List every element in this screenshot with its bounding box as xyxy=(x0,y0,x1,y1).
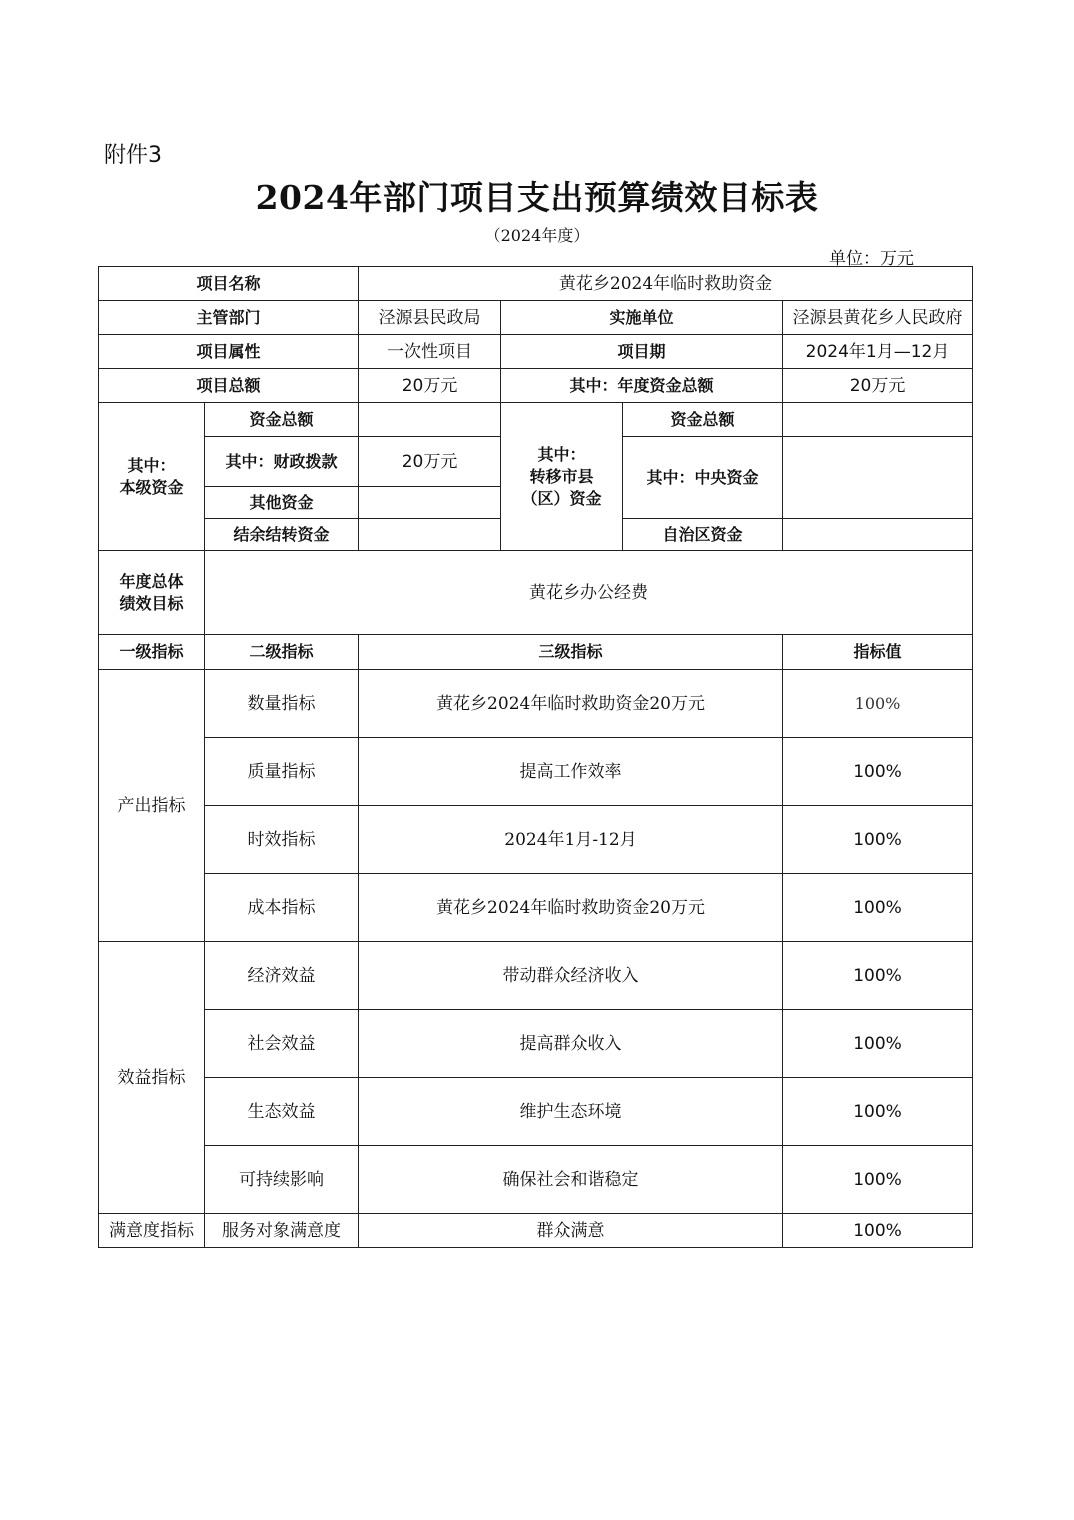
annual-label: 其中：年度资金总额 xyxy=(501,369,783,403)
level3-cell: 黄花乡2024年临时救助资金20万元 xyxy=(359,874,783,942)
value-cell: 100% xyxy=(783,738,973,806)
value-cell: 100% xyxy=(783,1214,973,1248)
value-cell: 100% xyxy=(783,1010,973,1078)
project-name-label: 项目名称 xyxy=(99,267,359,301)
transfer-funds-label: 其中： 转移市县 （区）资金 xyxy=(501,403,623,551)
transfer-total-label: 资金总额 xyxy=(623,403,783,437)
attr-label: 项目属性 xyxy=(99,335,359,369)
level2-cell: 可持续影响 xyxy=(205,1146,359,1214)
satisfaction-indicator-label: 满意度指标 xyxy=(99,1214,205,1248)
other-value xyxy=(359,487,501,519)
benefit-indicator-label: 效益指标 xyxy=(99,942,205,1214)
level3-cell: 2024年1月-12月 xyxy=(359,806,783,874)
level2-cell: 数量指标 xyxy=(205,670,359,738)
level3-cell: 维护生态环境 xyxy=(359,1078,783,1146)
level2-cell: 经济效益 xyxy=(205,942,359,1010)
level3-cell: 提高工作效率 xyxy=(359,738,783,806)
output-indicator-label: 产出指标 xyxy=(99,670,205,942)
annual-value: 20万元 xyxy=(783,369,973,403)
level2-cell: 时效指标 xyxy=(205,806,359,874)
row-project-name xyxy=(99,267,973,301)
row-funds-1 xyxy=(99,403,973,437)
table-row xyxy=(99,874,973,942)
value-cell: 100% xyxy=(783,806,973,874)
value-cell: 100% xyxy=(783,1078,973,1146)
value-cell: 100% xyxy=(783,1146,973,1214)
row-goal xyxy=(99,551,973,635)
fund-total-label: 资金总额 xyxy=(205,403,359,437)
goal-value: 黄花乡办公经费 xyxy=(205,551,973,635)
attr-value: 一次性项目 xyxy=(359,335,501,369)
unit-label: 单位：万元 xyxy=(829,249,914,269)
table-row xyxy=(99,1010,973,1078)
carry-value xyxy=(359,519,501,551)
row-total xyxy=(99,369,973,403)
header-level3: 三级指标 xyxy=(359,635,783,670)
period-label: 项目期 xyxy=(501,335,783,369)
row-indicator-headers xyxy=(99,635,973,670)
table-row xyxy=(99,738,973,806)
level2-cell: 成本指标 xyxy=(205,874,359,942)
impl-label: 实施单位 xyxy=(501,301,783,335)
total-label: 项目总额 xyxy=(99,369,359,403)
row-attr xyxy=(99,335,973,369)
fiscal-value: 20万元 xyxy=(359,437,501,487)
central-value xyxy=(783,437,973,519)
impl-value: 泾源县黄花乡人民政府 xyxy=(783,301,973,335)
total-value: 20万元 xyxy=(359,369,501,403)
header-level2: 二级指标 xyxy=(205,635,359,670)
central-label: 其中：中央资金 xyxy=(623,437,783,519)
fiscal-label: 其中：财政拨款 xyxy=(205,437,359,487)
carry-label: 结余结转资金 xyxy=(205,519,359,551)
project-name-value: 黄花乡2024年临时救助资金 xyxy=(359,267,973,301)
header-level1: 一级指标 xyxy=(99,635,205,670)
dept-value: 泾源县民政局 xyxy=(359,301,501,335)
table-row xyxy=(99,942,973,1010)
table-row xyxy=(99,1146,973,1214)
table-row xyxy=(99,1078,973,1146)
fund-total-value xyxy=(359,403,501,437)
table-row xyxy=(99,1214,973,1248)
header-value: 指标值 xyxy=(783,635,973,670)
level3-cell: 黄花乡2024年临时救助资金20万元 xyxy=(359,670,783,738)
goal-label: 年度总体 绩效目标 xyxy=(99,551,205,635)
value-cell: 100% xyxy=(783,942,973,1010)
page-title: 2024年部门项目支出预算绩效目标表 xyxy=(255,178,819,217)
table-row xyxy=(99,806,973,874)
level3-cell: 带动群众经济收入 xyxy=(359,942,783,1010)
row-dept xyxy=(99,301,973,335)
attachment-label: 附件3 xyxy=(104,143,162,168)
other-label: 其他资金 xyxy=(205,487,359,519)
region-label: 自治区资金 xyxy=(623,519,783,551)
performance-table xyxy=(98,266,973,1248)
value-cell: 100% xyxy=(783,670,973,738)
transfer-total-value xyxy=(783,403,973,437)
level3-cell: 确保社会和谐稳定 xyxy=(359,1146,783,1214)
level2-cell: 质量指标 xyxy=(205,738,359,806)
level3-cell: 提高群众收入 xyxy=(359,1010,783,1078)
level2-cell: 服务对象满意度 xyxy=(205,1214,359,1248)
level2-cell: 社会效益 xyxy=(205,1010,359,1078)
level3-cell: 群众满意 xyxy=(359,1214,783,1248)
value-cell: 100% xyxy=(783,874,973,942)
local-funds-label: 其中： 本级资金 xyxy=(99,403,205,551)
table-row xyxy=(99,670,973,738)
dept-label: 主管部门 xyxy=(99,301,359,335)
page-subtitle: （2024年度） xyxy=(484,226,590,245)
period-value: 2024年1月—12月 xyxy=(783,335,973,369)
region-value xyxy=(783,519,973,551)
level2-cell: 生态效益 xyxy=(205,1078,359,1146)
